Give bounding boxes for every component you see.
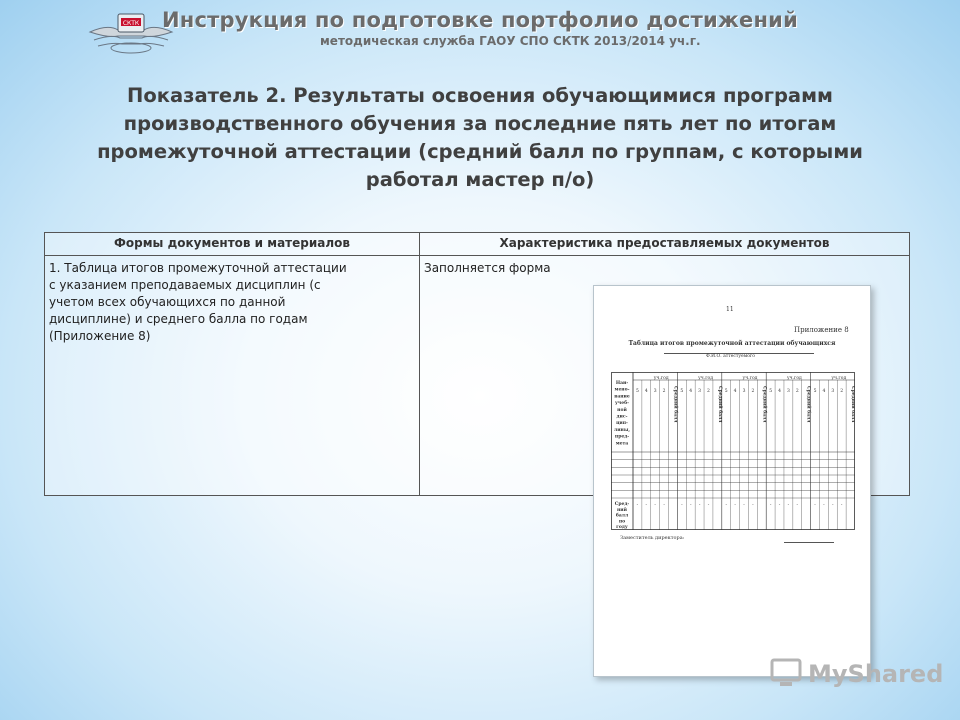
avg-row-label: по: [618, 519, 626, 525]
avg-header: Средний балл: [672, 386, 678, 423]
page-headline: [80, 82, 880, 194]
avg-dash: -: [752, 503, 754, 508]
grade-label: 2: [707, 389, 710, 394]
avg-header: Средний балл: [716, 386, 722, 423]
avg-dash: -: [832, 503, 834, 508]
header-subtitle: методическая служба ГАОУ СПО СКТК 2013/2014 уч.г.: [320, 34, 701, 48]
avg-row-label: Сред-: [614, 502, 630, 507]
cell-line: (Приложение 8): [49, 329, 151, 343]
grade-label: 3: [831, 389, 835, 394]
grade-label: 4: [733, 389, 737, 394]
year-label: уч.год: [653, 376, 669, 381]
grade-label: 4: [644, 389, 648, 394]
page-number: 11: [726, 306, 734, 313]
column-header-forms: Формы документов и материалов: [114, 236, 350, 250]
avg-dash: -: [823, 503, 825, 508]
first-col-header: мено-: [614, 387, 630, 393]
grade-label: 5: [769, 389, 773, 394]
year-label: уч.год: [698, 376, 714, 381]
watermark-icon: [768, 656, 808, 692]
headline-line: работал мастер п/о): [365, 168, 595, 191]
table-divider: [45, 255, 909, 256]
year-label: уч.год: [742, 376, 758, 381]
grade-label: 5: [813, 389, 817, 394]
form-title: Таблица итогов промежуточной аттестации обучающихся: [628, 340, 836, 347]
grid-border: [612, 373, 855, 530]
table-cell-form: [49, 260, 417, 345]
grades-grid: [611, 372, 855, 530]
grade-label: 5: [636, 389, 639, 394]
appendix-label: Приложение 8: [794, 326, 849, 334]
avg-row-label: году: [616, 525, 628, 530]
avg-dash: -: [663, 503, 665, 508]
avg-header: Средний балл: [850, 386, 855, 423]
signature-line: [784, 542, 834, 543]
first-col-header: ной: [617, 407, 627, 413]
first-col-header: пред-: [614, 434, 630, 440]
avg-dash: -: [689, 503, 692, 508]
avg-dash: -: [778, 503, 781, 508]
avg-dash: -: [840, 503, 843, 508]
avg-dash: -: [654, 503, 656, 508]
avg-dash: -: [645, 503, 648, 508]
avg-dash: -: [787, 503, 790, 508]
avg-header: Средний балл: [805, 386, 811, 423]
table-divider: [419, 233, 420, 495]
grade-label: 2: [662, 389, 666, 394]
grade-label: 3: [653, 389, 657, 394]
first-col-header: вание: [614, 394, 630, 400]
grade-label: 3: [698, 389, 702, 394]
grade-label: 5: [680, 389, 684, 394]
table-cell-characteristic: Заполняется форма: [424, 261, 551, 275]
cell-line: 1. Таблица итогов промежуточной аттестации: [49, 261, 347, 275]
first-col-header: мета: [615, 441, 629, 447]
avg-dash: -: [743, 503, 745, 508]
first-col-header: цип-: [616, 421, 628, 427]
header-title: Инструкция по подготовке портфолио достижений: [161, 8, 799, 32]
avg-dash: -: [698, 503, 701, 508]
grade-label: 3: [742, 389, 746, 394]
grade-label: 4: [822, 389, 826, 394]
headline-line: промежуточной аттестации (средний балл по группам, с которыми: [97, 140, 863, 163]
grade-label: 5: [724, 389, 728, 394]
fio-caption: Ф.И.О. аттестуемого: [706, 354, 755, 359]
watermark-text: MyShared: [808, 660, 944, 688]
cell-line: с указанием преподаваемых дисциплин (с: [49, 278, 321, 292]
avg-dash: -: [707, 503, 710, 508]
grade-label: 2: [795, 389, 799, 394]
headline-line: производственного обучения за последние пять лет по итогам: [123, 112, 837, 135]
avg-dash: -: [636, 503, 639, 508]
avg-dash: -: [734, 503, 736, 508]
director-label: Заместитель директора:: [620, 535, 685, 541]
year-label: уч.год: [786, 376, 802, 381]
avg-dash: -: [814, 503, 816, 508]
column-header-characteristics: Характеристика предоставляемых документов: [499, 236, 830, 250]
grade-label: 3: [786, 389, 790, 394]
avg-row-label: балл: [615, 513, 629, 519]
cell-line: учетом всех обучающихся по данной: [49, 295, 286, 309]
first-col-header: дис-: [616, 414, 628, 420]
grade-label: 4: [778, 389, 781, 394]
cell-line: дисциплине) и среднего балла по годам: [49, 312, 308, 326]
avg-dash: -: [681, 503, 683, 508]
avg-dash: -: [796, 503, 799, 508]
appendix-form-image: [593, 285, 871, 677]
headline-line: Показатель 2. Результаты освоения обучающимися программ: [127, 84, 833, 107]
avg-row-label: ний: [617, 507, 627, 513]
logo-text: СКТК: [122, 20, 140, 27]
grade-label: 4: [689, 389, 693, 394]
avg-dash: -: [725, 503, 728, 508]
first-col-header: Наи-: [615, 381, 629, 386]
avg-dash: -: [769, 503, 772, 508]
first-col-header: учеб-: [615, 401, 629, 407]
avg-header: Средний балл: [761, 386, 767, 423]
grade-label: 2: [840, 389, 844, 394]
year-label: уч.год: [831, 376, 847, 381]
first-col-header: лины,: [614, 427, 630, 433]
grade-label: 2: [751, 389, 755, 394]
